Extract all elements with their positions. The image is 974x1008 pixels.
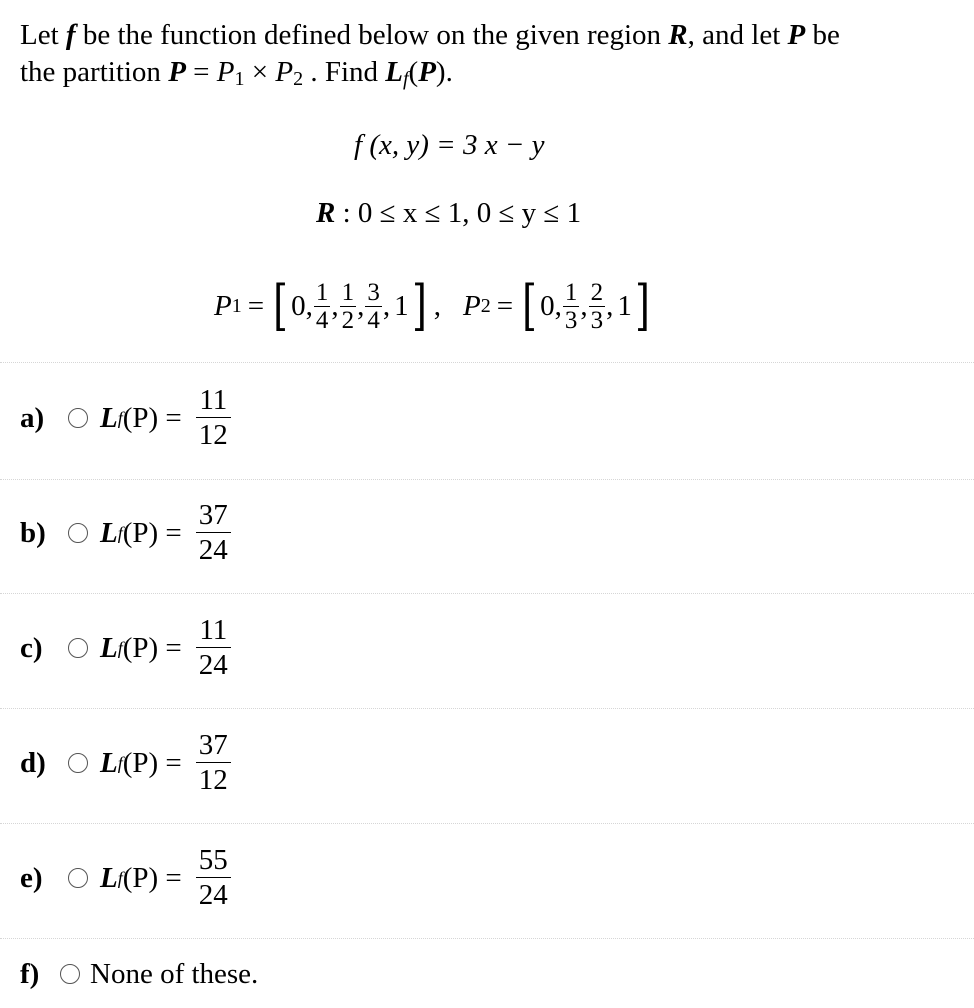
fraction (365, 280, 382, 333)
right-bracket: ] (411, 274, 427, 337)
denominator: 24 (198, 534, 228, 566)
symbol-P: P (418, 56, 436, 88)
option-f[interactable] (20, 957, 258, 991)
left-bracket: [ (522, 274, 537, 337)
radio-button[interactable] (60, 964, 80, 984)
symbol-P2: P (275, 56, 294, 88)
option-letter: e) (20, 861, 43, 894)
symbol-f: f (65, 19, 76, 51)
option-letter: d) (20, 746, 46, 779)
numerator: 37 (198, 729, 228, 761)
symbol-f: f (354, 129, 363, 161)
divider (0, 708, 974, 709)
divider (0, 823, 974, 824)
subscript-1: 1 (234, 68, 245, 90)
numerator: 1 (564, 278, 578, 306)
partitions-line: P 1 = [ 0, $\frac{1}{4}$ , $\frac{1}{2}$ , $\frac{3}{4}$ , 1 ] , P 2 = [ 0, $\frac{1}{3}$ , $\frac{2}{3}$ , 1 ] (214, 274, 650, 337)
radio-button[interactable] (68, 408, 88, 428)
divider (0, 593, 974, 594)
times-sign: × (244, 56, 276, 88)
comma: , (357, 290, 365, 322)
denominator: 3 (590, 306, 604, 334)
equals-sign: = (185, 56, 217, 88)
symbol-P1: P (216, 56, 235, 88)
numerator: 55 (198, 844, 228, 876)
partition-value: 1 (394, 290, 409, 322)
option-letter: c) (20, 631, 43, 664)
numerator: 2 (590, 278, 604, 306)
option-c[interactable]: c) L f (P) = $\frac{11}{24}$ (20, 615, 231, 680)
option-letter: b) (20, 516, 46, 549)
denominator: 24 (198, 649, 228, 681)
numerator: 1 (341, 278, 355, 306)
comma: , (580, 290, 588, 322)
question-line-1 (20, 18, 840, 52)
fraction (589, 280, 606, 333)
comma: , (331, 290, 339, 322)
comma: , (433, 290, 441, 322)
equals-sign: = (496, 290, 514, 322)
subscript-2: 2 (293, 68, 304, 90)
option-e[interactable]: e) L f (P) = $\frac{55}{24}$ (20, 845, 231, 910)
divider (0, 362, 974, 363)
symbol-P2: P (462, 290, 481, 322)
denominator: 4 (367, 306, 380, 334)
numerator: 11 (199, 614, 228, 646)
partition-value: 1 (617, 290, 632, 322)
option-text: None of these. (90, 958, 259, 990)
symbol-R: R (316, 197, 336, 229)
option-expression: (P) = (122, 631, 182, 664)
symbol-P: P (787, 19, 806, 51)
partition-value: 0, (540, 290, 562, 322)
question-line-2 (20, 55, 453, 89)
region-bounds: : 0 ≤ x ≤ 1, 0 ≤ y ≤ 1 (335, 197, 582, 229)
radio-button[interactable] (68, 523, 88, 543)
option-expression: (P) = (122, 516, 182, 549)
option-d[interactable]: d) L f (P) = $\frac{37}{12}$ (20, 730, 231, 795)
fraction (340, 280, 357, 333)
radio-button[interactable] (68, 753, 88, 773)
left-bracket: [ (273, 274, 288, 337)
symbol-L: L (100, 631, 118, 664)
option-letter: f) (20, 958, 40, 990)
option-expression: (P) = (122, 746, 182, 779)
symbol-L: L (100, 746, 118, 779)
option-expression: (P) = (122, 401, 182, 434)
subscript-f: f (402, 68, 409, 90)
numerator: 1 (315, 278, 329, 306)
numerator: 3 (367, 278, 380, 306)
denominator: 12 (198, 419, 228, 451)
denominator: 12 (198, 764, 228, 796)
fraction (563, 280, 580, 333)
symbol-L: L (100, 401, 118, 434)
comma: , (606, 290, 614, 322)
option-fraction (196, 845, 231, 910)
option-fraction (196, 385, 231, 450)
denominator: 24 (198, 879, 228, 911)
function-definition (354, 128, 545, 162)
numerator: 11 (199, 384, 228, 416)
paren-open: ( (408, 56, 419, 88)
symbol-R: R (668, 19, 688, 51)
function-expression: (x, y) = 3 x − y (362, 129, 545, 161)
question-text: . Find (303, 56, 386, 88)
option-letter: a) (20, 401, 45, 434)
right-bracket: ] (635, 274, 650, 337)
symbol-L: L (100, 516, 118, 549)
symbol-P: P (168, 56, 186, 88)
option-b[interactable]: b) L f (P) = $\frac{37}{24}$ (20, 500, 231, 565)
partition-value: 0, (291, 290, 313, 322)
denominator: 3 (564, 306, 578, 334)
denominator: 4 (315, 306, 329, 334)
divider (0, 938, 974, 939)
equals-sign: = (247, 290, 265, 322)
question-text: Let (20, 19, 66, 51)
region-definition (316, 196, 581, 230)
radio-button[interactable] (68, 868, 88, 888)
option-expression: (P) = (122, 861, 182, 894)
symbol-L: L (100, 861, 118, 894)
comma: , (382, 290, 391, 322)
paren-close: ). (435, 56, 453, 88)
denominator: 2 (341, 306, 355, 334)
option-a[interactable]: a) L f (P) = $\frac{11}{12}$ (20, 385, 231, 450)
option-fraction (196, 615, 231, 680)
question-text: be the function defined below on the given region (75, 19, 669, 51)
question-text: the partition (20, 56, 169, 88)
radio-button[interactable] (68, 638, 88, 658)
numerator: 37 (198, 499, 228, 531)
divider (0, 479, 974, 480)
question-text: be (805, 19, 840, 51)
question-text: , and let (687, 19, 788, 51)
fraction (314, 280, 331, 333)
option-fraction (196, 500, 231, 565)
symbol-P1: P (214, 290, 232, 322)
symbol-L: L (385, 56, 403, 88)
option-fraction (196, 730, 231, 795)
